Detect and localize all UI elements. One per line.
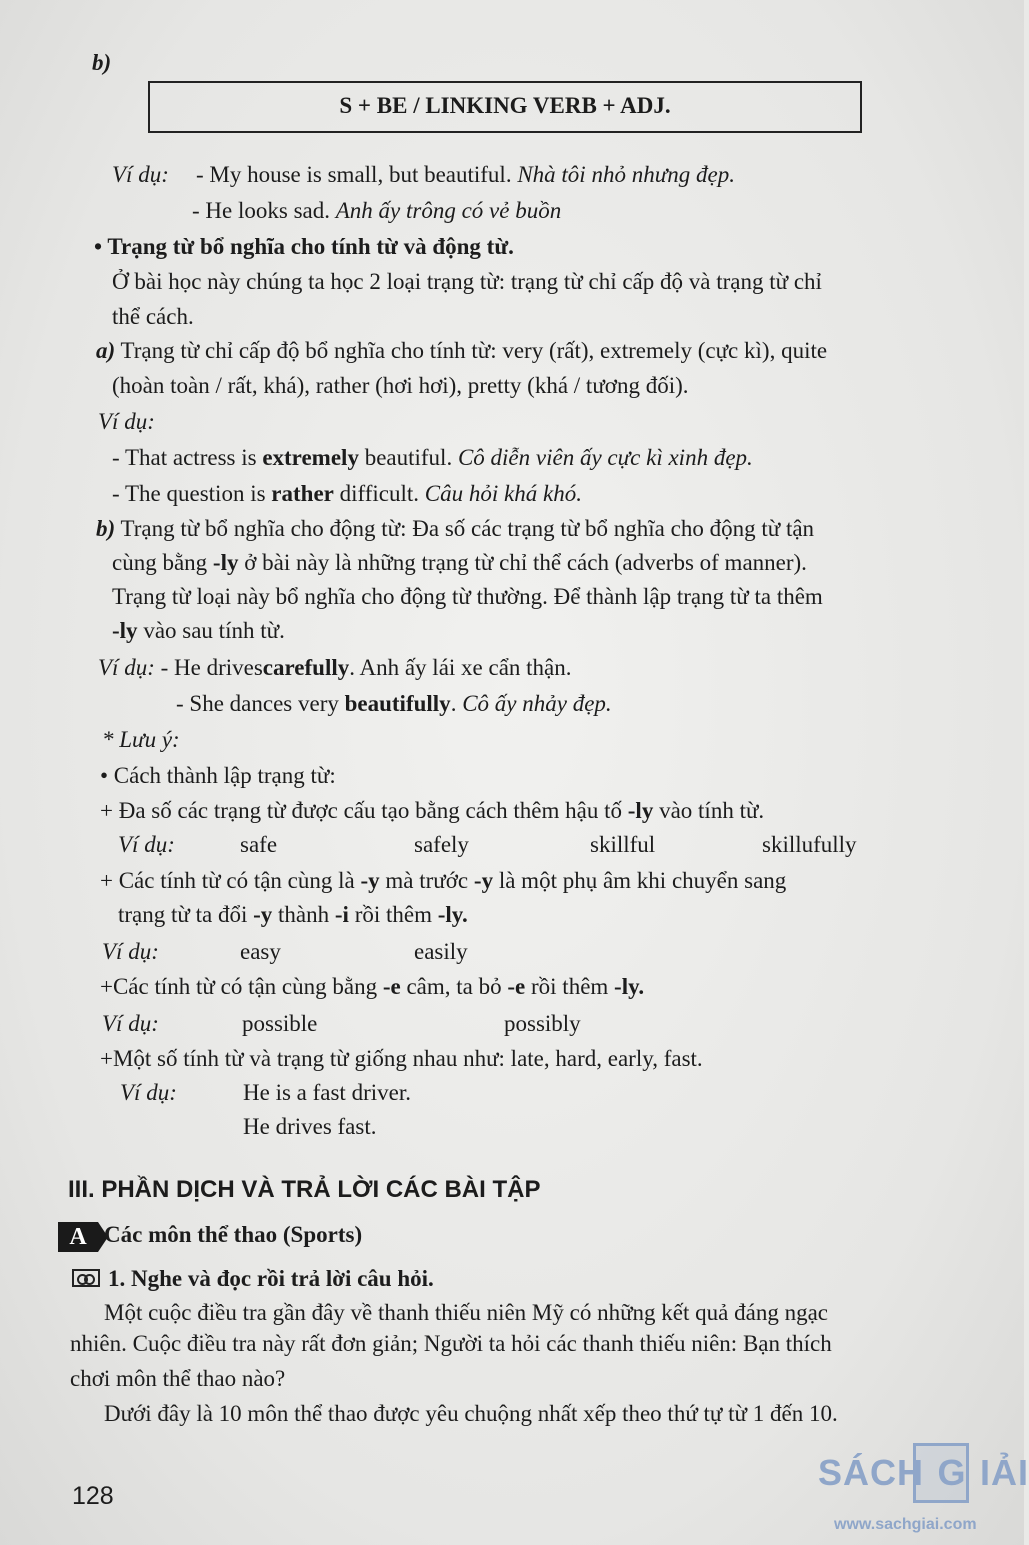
example-label: Ví dụ: xyxy=(98,409,155,434)
example-word: safe xyxy=(240,832,278,857)
example-label: Ví dụ: xyxy=(102,1011,159,1036)
watermark-url: www.sachgiai.com xyxy=(834,1516,977,1533)
example-line: - She dances very beautifully. Cô ấy nhảy đẹp. xyxy=(176,691,612,716)
paragraph-line: nhiên. Cuộc điều tra này rất đơn giản; Người ta hỏi các thanh thiếu niên: Bạn thích xyxy=(70,1331,832,1356)
section-heading: III. PHẦN DỊCH VÀ TRẢ LỜI CÁC BÀI TẬP xyxy=(68,1176,541,1203)
example-label: Ví dụ: xyxy=(118,832,175,857)
part-b-line: -ly vào sau tính từ. xyxy=(112,618,285,643)
rule-line: +Một số tính từ và trạng từ giống nhau như: late, hard, early, fast. xyxy=(100,1046,703,1071)
example-line: Ví dụ: - He drivescarefully. Anh ấy lái xe cẩn thận. xyxy=(98,655,572,680)
example-word: skillful xyxy=(590,832,656,857)
section-b-label: b) xyxy=(92,50,112,75)
note-label: * Lưu ý: xyxy=(102,727,180,752)
example-line: - That actress is extremely beautiful. Cô diễn viên ấy cực kì xinh đẹp. xyxy=(112,445,753,470)
section-a-badge: A xyxy=(58,1222,98,1252)
example-word: possible xyxy=(242,1011,318,1036)
intro-line: Ở bài học này chúng ta học 2 loại trạng từ: trạng từ chỉ cấp độ và trạng từ chỉ xyxy=(112,269,822,294)
example-word: possibly xyxy=(504,1011,581,1036)
formula-box xyxy=(148,81,862,133)
page-number: 128 xyxy=(72,1482,114,1510)
example-line: - The question is rather difficult. Câu hỏi khá khó. xyxy=(112,481,582,506)
example-line: - My house is small, but beautiful. Nhà tôi nhỏ nhưng đẹp. xyxy=(196,162,735,187)
watermark-logo: SÁCH G IẢI xyxy=(818,1452,1029,1493)
example-word: skillufully xyxy=(762,832,857,857)
paragraph-line: Một cuộc điều tra gần đây về thanh thiếu niên Mỹ có những kết quả đáng ngạc xyxy=(104,1300,828,1325)
paragraph-line: Dưới đây là 10 môn thể thao được yêu chuộng nhất xếp theo thứ tự từ 1 đến 10. xyxy=(104,1401,838,1426)
example-line: He is a fast driver. xyxy=(243,1080,411,1105)
example-label: Ví dụ: xyxy=(120,1080,177,1105)
part-b-line: cùng bằng -ly ở bài này là những trạng từ chỉ thể cách (adverbs of manner). xyxy=(112,550,807,575)
paragraph-line: chơi môn thể thao nào? xyxy=(70,1366,286,1391)
adverb-heading: • Trạng từ bổ nghĩa cho tính từ và động từ. xyxy=(94,234,514,259)
intro-line: thể cách. xyxy=(112,304,194,329)
example-line: - He looks sad. Anh ấy trông có vẻ buồn xyxy=(192,198,562,223)
example-line: He drives fast. xyxy=(243,1114,377,1139)
example-word: easy xyxy=(240,939,281,964)
part-b-line: b) Trạng từ bổ nghĩa cho động từ: Đa số các trạng từ bổ nghĩa cho động từ tận xyxy=(96,516,815,541)
example-label: Ví dụ: xyxy=(102,939,159,964)
rule-line: + Đa số các trạng từ được cấu tạo bằng cách thêm hậu tố -ly vào tính từ. xyxy=(100,798,765,823)
rule-line: + Các tính từ có tận cùng là -y mà trước -y là một phụ âm khi chuyển sang xyxy=(100,868,787,893)
part-a-line: (hoàn toàn / rất, khá), rather (hơi hơi), pretty (khá / tương đối). xyxy=(112,373,689,398)
part-a-line: a) Trạng từ chỉ cấp độ bổ nghĩa cho tính từ: very (rất), extremely (cực kì), quite xyxy=(96,338,828,363)
rule-line: trạng từ ta đổi -y thành -i rồi thêm -ly. xyxy=(118,902,468,927)
formation-heading: • Cách thành lập trạng từ: xyxy=(100,763,336,788)
section-a-title: Các môn thể thao (Sports) xyxy=(104,1222,363,1247)
exercise-title: 1. Nghe và đọc rồi trả lời câu hỏi. xyxy=(108,1266,434,1291)
example-word: easily xyxy=(414,939,468,964)
formula-text: S + BE / LINKING VERB + ADJ. xyxy=(339,93,671,118)
cassette-icon xyxy=(72,1269,100,1287)
part-b-line: Trạng từ loại này bổ nghĩa cho động từ thường. Để thành lập trạng từ ta thêm xyxy=(112,584,823,609)
example-word: safely xyxy=(414,832,469,857)
rule-line: +Các tính từ có tận cùng bằng -e câm, ta bỏ -e rồi thêm -ly. xyxy=(100,974,645,999)
example-label: Ví dụ: xyxy=(112,162,169,187)
